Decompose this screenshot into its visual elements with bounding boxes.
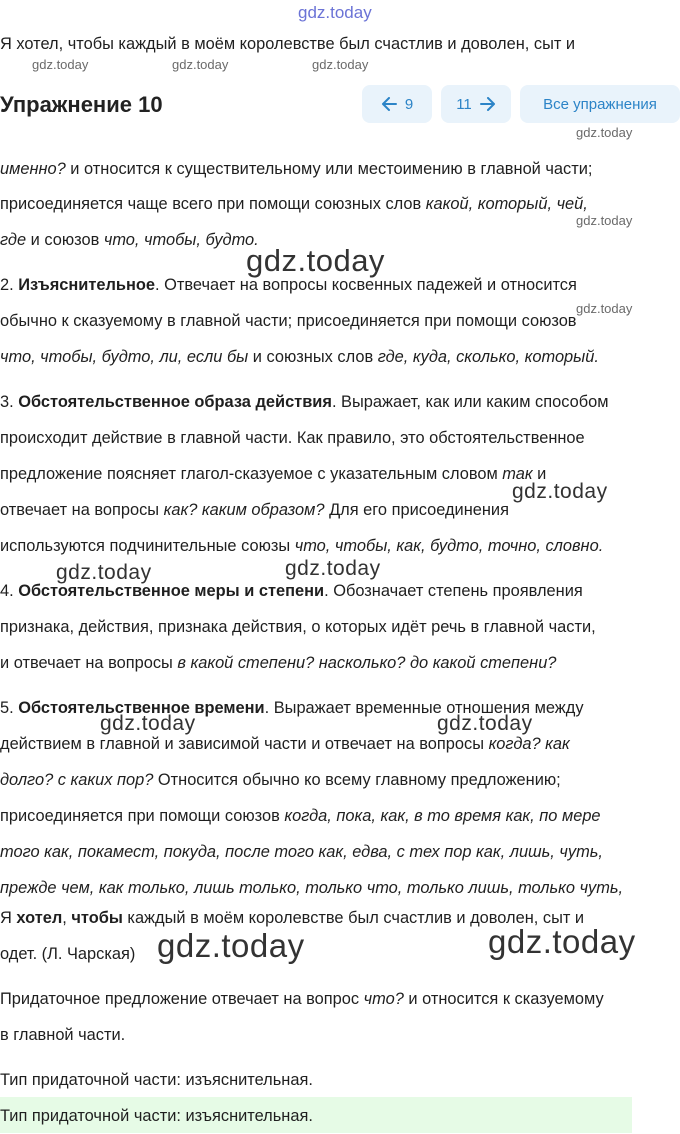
text-line: признака, действия, признака действия, о которых идёт речь в главной части,: [0, 618, 596, 636]
watermark: gdz.today: [32, 57, 89, 72]
watermark: gdz.today: [312, 57, 369, 72]
highlighted-answer-text: Тип придаточной части: изъяснительная.: [0, 1107, 313, 1125]
text-line: и отвечает на вопросы в какой степени? насколько? до какой степени?: [0, 654, 557, 672]
text-line: используются подчинительные союзы что, чтобы, как, будто, точно, словно.: [0, 537, 604, 555]
text-line: отвечает на вопросы как? каким образом? Для его присоединения: [0, 501, 509, 519]
text-line: присоединяется при помощи союзов когда, пока, как, в то время как, по мере: [0, 807, 601, 825]
all-exercises-button[interactable]: [520, 85, 680, 123]
prev-exercise-label: 9: [404, 95, 414, 113]
text-line: где и союзов что, чтобы, будто.: [0, 231, 259, 249]
text-line: предложение поясняет глагол-сказуемое с указательным словом так и: [0, 465, 547, 483]
question-line: Придаточное предложение отвечает на вопрос что? и относится к сказуемому: [0, 990, 604, 1008]
text-line: что, чтобы, будто, ли, если бы и союзных слов где, куда, сколько, который.: [0, 348, 599, 366]
watermark: gdz.today: [576, 301, 633, 316]
example-line: Я хотел, чтобы каждый в моём королевстве был счастлив и доволен, сыт и: [0, 909, 585, 927]
watermark: gdz.today: [576, 213, 633, 228]
next-exercise-button[interactable]: [441, 85, 511, 123]
watermark: gdz.today: [285, 557, 381, 580]
watermark: gdz.today: [56, 561, 152, 584]
watermark: gdz.today: [298, 3, 372, 22]
watermark: gdz.today: [437, 712, 533, 735]
text-line: происходит действие в главной части. Как правило, это обстоятельственное: [0, 429, 585, 447]
all-exercises-label: Все упражнения: [543, 95, 657, 113]
text-line: присоединяется чаще всего при помощи союзных слов какой, который, чей,: [0, 195, 588, 213]
text-line: того как, покамест, покуда, после того как, едва, с тех пор как, лишь, чуть,: [0, 843, 603, 861]
paragraph-5: 5. Обстоятельственное времени. Выражает временные отношения между: [0, 699, 584, 717]
paragraph-3: 3. Обстоятельственное образа действия. Выражает, как или каким способом: [0, 393, 609, 411]
text-line: обычно к сказуемому в главной части; присоединяется при помощи союзов: [0, 312, 577, 330]
text-line: долго? с каких пор? Относится обычно ко всему главному предложению;: [0, 771, 561, 789]
watermark: gdz.today: [576, 125, 633, 140]
arrow-left-icon: [381, 97, 397, 111]
arrow-right-icon: [480, 97, 496, 111]
watermark: gdz.today: [100, 712, 196, 735]
text-line: прежде чем, как только, лишь только, только что, только лишь, только чуть,: [0, 879, 624, 897]
text-line: именно? и относится к существительному или местоимению в главной части;: [0, 160, 593, 178]
watermark: gdz.today: [246, 243, 385, 278]
example-source: одет. (Л. Чарская): [0, 945, 136, 963]
text-line: действием в главной и зависимой части и отвечает на вопросы когда? как: [0, 735, 570, 753]
watermark: gdz.today: [172, 57, 229, 72]
paragraph-4: 4. Обстоятельственное меры и степени. Обозначает степень проявления: [0, 582, 583, 600]
answer-type: Тип придаточной части: изъяснительная.: [0, 1071, 313, 1089]
text-line: в главной части.: [0, 1026, 126, 1044]
watermark: gdz.today: [488, 923, 636, 960]
prev-exercise-button[interactable]: [362, 85, 432, 123]
page-title: Упражнение 10: [0, 92, 163, 117]
paragraph-2: 2. Изъяснительное. Отвечает на вопросы косвенных падежей и относится: [0, 276, 577, 294]
watermark: gdz.today: [512, 480, 608, 503]
top-line: Я хотел, чтобы каждый в моём королевстве был счастлив и доволен, сыт и: [0, 35, 576, 53]
next-exercise-label: 11: [456, 95, 472, 113]
watermark: gdz.today: [157, 927, 305, 964]
